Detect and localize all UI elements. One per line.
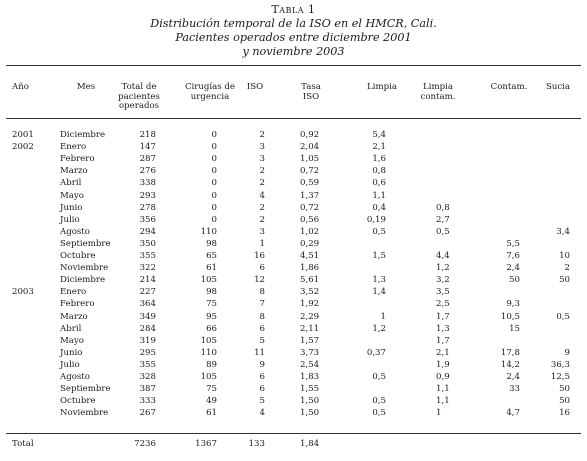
cell-iso: 3	[259, 154, 265, 165]
cell-sucia: 50	[559, 396, 570, 407]
cell-sucia: 0,5	[556, 311, 570, 322]
cell-lc: 1,7	[436, 311, 450, 322]
cell-total: 333	[139, 396, 156, 407]
cell-cir: 0	[211, 154, 217, 165]
cell-sucia: 10	[559, 251, 570, 261]
cell-total: 267	[139, 408, 156, 419]
cell-limpia: 1	[380, 311, 386, 322]
cell-tasa: 1,92	[300, 299, 320, 310]
cell-total: 284	[139, 323, 156, 334]
cell-contam: 2,4	[506, 372, 520, 382]
cell-cir: 89	[206, 359, 217, 370]
cell-cir: 61	[206, 263, 217, 274]
cell-total: 364	[139, 299, 156, 310]
cell-total: 356	[139, 214, 156, 225]
cell-limpia: 0,4	[372, 202, 386, 213]
table-title-line: Pacientes operados entre diciembre 2001	[175, 31, 412, 44]
cell-iso: 2	[259, 202, 265, 213]
cell-contam: 14,2	[500, 359, 520, 370]
cell-contam: 9,3	[506, 299, 520, 310]
cell-mes: Noviembre	[60, 263, 109, 274]
cell-cir: 0	[211, 142, 217, 153]
cell-cir: 0	[211, 130, 217, 140]
cell-contam: 33	[509, 384, 520, 395]
cell-lc: 2,5	[436, 299, 450, 310]
header-anio: Año	[12, 82, 29, 92]
cell-iso: 3	[259, 226, 265, 237]
cell-total: 147	[139, 142, 156, 153]
cell-iso: 8	[259, 311, 265, 322]
cell-cir: 98	[206, 287, 217, 298]
cell-iso: 9	[259, 359, 265, 370]
cell-sucia: 9	[564, 347, 570, 358]
header-cirugias: Cirugías de urgencia	[184, 82, 236, 102]
cell-tasa: 3,73	[300, 347, 320, 358]
cell-tasa: 1,83	[300, 372, 320, 382]
cell-tasa: 1,86	[300, 263, 320, 274]
cell-tasa: 2,54	[300, 359, 320, 370]
cell-iso: 4	[259, 408, 265, 419]
cell-tasa: 1,50	[300, 396, 320, 407]
total-tasa: 1,84	[300, 439, 320, 449]
cell-iso: 11	[254, 347, 265, 358]
cell-cir: 0	[211, 178, 217, 189]
table-label: Tabla 1	[271, 3, 316, 16]
cell-tasa: 2,29	[300, 311, 320, 322]
cell-mes: Junio	[60, 347, 83, 358]
cell-limpia: 1,2	[372, 323, 386, 334]
cell-lc: 1,7	[436, 335, 450, 346]
cell-tasa: 1,55	[300, 384, 320, 395]
cell-lc: 1,9	[436, 359, 450, 370]
top-rule	[6, 65, 581, 66]
cell-total: 349	[139, 311, 156, 322]
table-title-line: Distribución temporal de la ISO en el HMCR, Cali.	[150, 17, 437, 30]
cell-mes: Agosto	[60, 226, 90, 237]
header-contam: Contam.	[490, 82, 528, 92]
cell-limpia: 1,4	[372, 287, 386, 298]
cell-iso: 6	[259, 384, 265, 395]
cell-lc: 1,1	[436, 384, 450, 395]
cell-limpia: 1,5	[372, 251, 386, 261]
cell-cir: 110	[200, 347, 217, 358]
cell-cir: 61	[206, 408, 217, 419]
cell-limpia: 0,37	[366, 347, 386, 358]
cell-cir: 66	[206, 323, 217, 334]
cell-total: 350	[139, 238, 156, 249]
cell-iso: 12	[254, 275, 265, 286]
cell-cir: 75	[206, 299, 217, 310]
cell-lc: 1	[436, 408, 442, 419]
total-cirugias: 1367	[195, 439, 217, 449]
header-tasa: Tasa ISO	[301, 82, 321, 102]
total-label: Total	[12, 439, 34, 449]
total-iso: 133	[248, 439, 265, 449]
cell-tasa: 0,29	[300, 238, 320, 249]
cell-lc: 0,9	[436, 372, 450, 382]
cell-mes: Mayo	[60, 190, 84, 201]
cell-mes: Febrero	[60, 299, 95, 310]
cell-mes: Noviembre	[60, 408, 109, 419]
cell-sucia: 50	[559, 384, 570, 395]
cell-mes: Mayo	[60, 335, 84, 346]
cell-mes: Marzo	[60, 166, 88, 177]
cell-lc: 2,7	[436, 214, 450, 225]
header-sucia: Sucia	[545, 82, 571, 92]
cell-limpia: 0,5	[372, 372, 386, 382]
cell-lc: 3,2	[436, 275, 450, 286]
header-limpia: Limpia	[367, 82, 397, 92]
cell-limpia: 0,5	[372, 408, 386, 419]
cell-total: 214	[139, 275, 156, 286]
cell-cir: 105	[200, 335, 217, 346]
cell-mes: Abril	[60, 323, 82, 334]
cell-cir: 105	[200, 372, 217, 382]
cell-iso: 1	[259, 238, 265, 249]
cell-lc: 1,3	[436, 323, 450, 334]
cell-contam: 50	[509, 275, 520, 286]
cell-contam: 5,5	[506, 238, 520, 249]
cell-sucia: 2	[564, 263, 570, 274]
cell-mes: Febrero	[60, 154, 95, 165]
cell-limpia: 2,1	[372, 142, 386, 153]
cell-total: 278	[139, 202, 156, 213]
cell-mes: Septiembre	[60, 238, 111, 249]
cell-lc: 3,5	[436, 287, 450, 298]
cell-sucia: 3,4	[556, 226, 570, 237]
cell-tasa: 1,05	[300, 154, 320, 165]
cell-sucia: 36,3	[550, 359, 570, 370]
cell-total: 287	[139, 154, 156, 165]
cell-lc: 0,5	[436, 226, 450, 237]
cell-mes: Enero	[60, 142, 87, 153]
cell-contam: 7,6	[506, 251, 520, 261]
cell-total: 293	[139, 190, 156, 201]
table-title-line: y noviembre 2003	[242, 45, 345, 58]
cell-total: 355	[139, 251, 156, 261]
cell-tasa: 1,02	[300, 226, 320, 237]
cell-tasa: 0,92	[300, 130, 320, 140]
total-pacientes: 7236	[134, 439, 156, 449]
cell-contam: 17,8	[500, 347, 520, 358]
cell-contam: 4,7	[506, 408, 520, 419]
header-iso: ISO	[246, 82, 264, 92]
cell-anio: 2003	[12, 287, 34, 298]
cell-cir: 49	[206, 396, 217, 407]
cell-mes: Junio	[60, 202, 83, 213]
cell-total: 328	[139, 372, 156, 382]
cell-tasa: 2,11	[300, 323, 320, 334]
cell-iso: 8	[259, 287, 265, 298]
header-rule	[6, 118, 581, 119]
cell-total: 322	[139, 263, 156, 274]
cell-total: 227	[139, 287, 156, 298]
cell-iso: 2	[259, 214, 265, 225]
cell-cir: 65	[206, 251, 217, 261]
cell-iso: 5	[259, 335, 265, 346]
cell-contam: 2,4	[506, 263, 520, 274]
cell-cir: 75	[206, 384, 217, 395]
cell-cir: 95	[206, 311, 217, 322]
cell-iso: 2	[259, 178, 265, 189]
header-mes: Mes	[76, 82, 96, 92]
cell-limpia: 0,8	[372, 166, 386, 177]
cell-cir: 98	[206, 238, 217, 249]
cell-anio: 2001	[12, 130, 34, 140]
cell-lc: 4,4	[436, 251, 450, 261]
cell-tasa: 3,52	[300, 287, 320, 298]
cell-total: 338	[139, 178, 156, 189]
cell-mes: Octubre	[60, 396, 96, 407]
cell-mes: Julio	[60, 214, 80, 225]
cell-cir: 105	[200, 275, 217, 286]
cell-iso: 3	[259, 142, 265, 153]
cell-cir: 0	[211, 190, 217, 201]
cell-mes: Diciembre	[60, 275, 106, 286]
cell-limpia: 0,5	[372, 396, 386, 407]
cell-limpia: 0,19	[366, 214, 386, 225]
cell-total: 294	[139, 226, 156, 237]
cell-limpia: 1,1	[372, 190, 386, 201]
cell-cir: 0	[211, 166, 217, 177]
cell-lc: 0,8	[436, 202, 450, 213]
cell-mes: Enero	[60, 287, 87, 298]
cell-iso: 7	[259, 299, 265, 310]
cell-total: 319	[139, 335, 156, 346]
cell-contam: 10,5	[500, 311, 520, 322]
cell-total: 387	[139, 384, 156, 395]
cell-tasa: 5,61	[300, 275, 320, 286]
cell-contam: 15	[509, 323, 520, 334]
cell-tasa: 1,37	[300, 190, 320, 201]
cell-lc: 2,1	[436, 347, 450, 358]
cell-tasa: 1,57	[300, 335, 320, 346]
cell-total: 295	[139, 347, 156, 358]
cell-mes: Abril	[60, 178, 82, 189]
cell-sucia: 16	[559, 408, 570, 419]
cell-mes: Septiembre	[60, 384, 111, 395]
cell-tasa: 0,59	[300, 178, 320, 189]
total-rule	[6, 433, 581, 434]
cell-total: 355	[139, 359, 156, 370]
cell-tasa: 0,56	[300, 214, 320, 225]
cell-iso: 6	[259, 372, 265, 382]
cell-total: 276	[139, 166, 156, 177]
cell-iso: 6	[259, 263, 265, 274]
cell-limpia: 0,6	[372, 178, 386, 189]
header-limpia-contam: Limpia contam.	[420, 82, 456, 102]
cell-tasa: 2,04	[300, 142, 320, 153]
cell-tasa: 4,51	[300, 251, 320, 261]
cell-cir: 0	[211, 214, 217, 225]
cell-anio: 2002	[12, 142, 34, 153]
cell-cir: 110	[200, 226, 217, 237]
cell-iso: 2	[259, 166, 265, 177]
cell-sucia: 12,5	[550, 372, 570, 382]
cell-mes: Agosto	[60, 372, 90, 382]
cell-tasa: 1,50	[300, 408, 320, 419]
cell-tasa: 0,72	[300, 202, 320, 213]
cell-iso: 6	[259, 323, 265, 334]
cell-mes: Julio	[60, 359, 80, 370]
cell-mes: Marzo	[60, 311, 88, 322]
cell-iso: 4	[259, 190, 265, 201]
cell-iso: 16	[254, 251, 265, 261]
cell-lc: 1,2	[436, 263, 450, 274]
cell-limpia: 1,6	[372, 154, 386, 165]
cell-limpia: 1,3	[372, 275, 386, 286]
cell-mes: Diciembre	[60, 130, 106, 140]
cell-total: 218	[139, 130, 156, 140]
cell-limpia: 0,5	[372, 226, 386, 237]
cell-sucia: 50	[559, 275, 570, 286]
cell-iso: 5	[259, 396, 265, 407]
cell-limpia: 5,4	[372, 130, 386, 140]
cell-lc: 1,1	[436, 396, 450, 407]
header-total: Total de pacientes operados	[118, 82, 160, 111]
cell-mes: Octubre	[60, 251, 96, 261]
cell-tasa: 0,72	[300, 166, 320, 177]
cell-iso: 2	[259, 130, 265, 140]
cell-cir: 0	[211, 202, 217, 213]
